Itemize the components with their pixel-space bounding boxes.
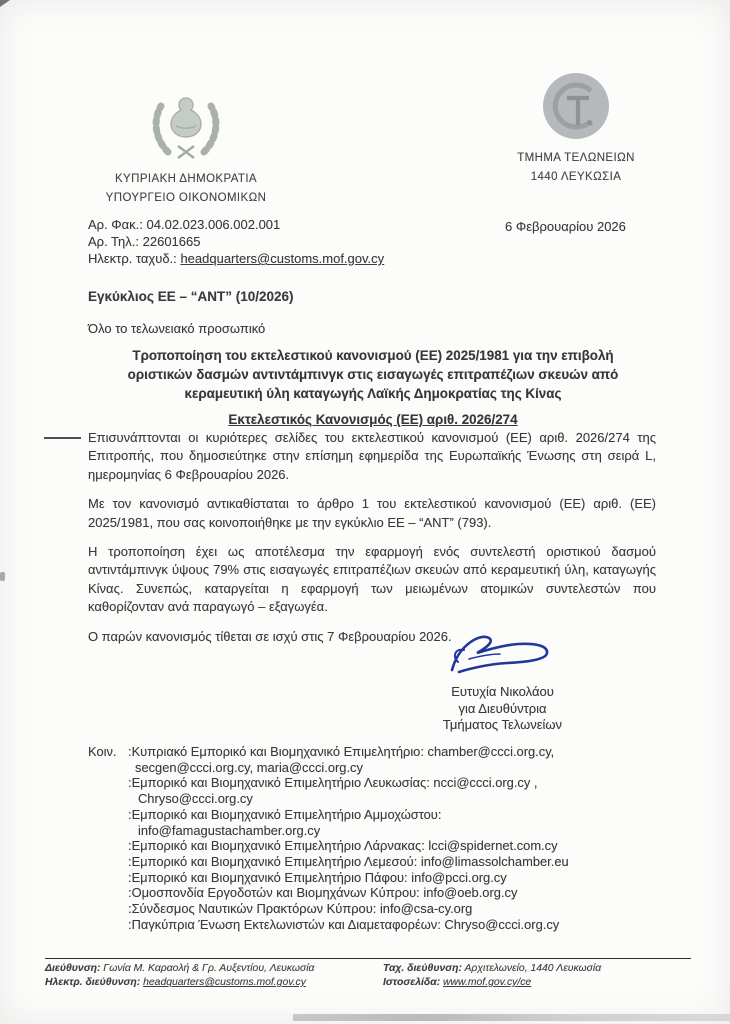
scan-corner-artifact <box>0 0 10 7</box>
footer-email-link[interactable]: headquarters@customs.mof.gov.cy <box>143 977 306 988</box>
cc-label: Κοιν. <box>88 744 117 759</box>
addressee: Όλο το τελωνειακό προσωπικό <box>88 321 266 336</box>
footer-postal-label: Ταχ. διεύθυνση: <box>383 963 462 974</box>
customs-logo-icon <box>542 72 610 140</box>
letter-paragraph: Η τροποποίηση έχει ως αποτέλεσμα την εφαρμογή ενός συντελεστή οριστικού δασμού αντιντάμπινγκ ύψους 79% στις εισαγωγές επιτραπέζιων σκευών από κεραμευτική ύλη, καταγωγής Κίνας. Συνεπώς, καταργείται η εφαρμογή των μειωμένων ατομικών συντελεστών που καθορίζονταν ανά παραγωγό – εξαγωγέα. <box>88 544 656 615</box>
footer-postal-line <box>383 962 691 976</box>
letter-footer <box>45 958 691 990</box>
coat-of-arms-icon <box>138 82 234 166</box>
email-label: Ηλεκτρ. ταχυδ.: <box>88 251 177 266</box>
phone-label: Αρ. Τηλ.: <box>88 234 139 249</box>
subject-block <box>99 346 647 429</box>
margin-dash <box>44 437 81 439</box>
ministry-title: ΥΠΟΥΡΓΕΙΟ ΟΙΚΟΝΟΜΙΚΩΝ <box>105 192 267 204</box>
cc-block <box>88 744 688 932</box>
cc-lines <box>128 744 688 932</box>
signatory-department: Τμήματος Τελωνείων <box>442 717 563 732</box>
department-title: ΤΜΗΜΑ ΤΕΛΩΝΕΙΩΝ <box>517 152 635 164</box>
department-city: 1440 ΛΕΥΚΩΣΙΑ <box>530 171 622 183</box>
signatory-name: Ευτυχία Νικολάου <box>451 684 554 699</box>
signatory-capacity: για Διευθύντρια <box>458 700 547 716</box>
letter-body <box>88 429 656 657</box>
cc-line: :Εμπορικό και Βιομηχανικό Επιμελητήριο Λεμεσού: info@limassolchamber.eu <box>128 853 569 869</box>
footer-address-label: Διεύθυνση: <box>45 963 101 974</box>
cc-line: :Παγκύπρια Ένωση Εκτελωνιστών και Διαμεταφορέων: Chryso@ccci.org.cy <box>128 916 560 932</box>
cc-line: :Σύνδεσμος Ναυτικών Πρακτόρων Κύπρου: info@csa-cy.org <box>128 901 473 917</box>
header-department <box>478 72 674 183</box>
scan-bottom-artifact-bar <box>293 1014 730 1021</box>
footer-email-label: Ηλεκτρ. διεύθυνση: <box>45 977 141 988</box>
letter-paragraph: Με τον κανονισμό αντικαθίσταται το άρθρο 1 του εκτελεστικού κανονισμού (ΕΕ) αριθ. (ΕΕ) 2025/1981, που σας κοινοποιήθηκε με την εγκύκλιο ΕΕ – “ΑΝΤ” (793). <box>88 496 656 530</box>
footer-right-column <box>383 962 691 990</box>
footer-website-label: Ιστοσελίδα: <box>383 977 441 988</box>
file-number-label: Αρ. Φακ.: <box>88 217 143 232</box>
subject-title: Τροποποίηση του εκτελεστικού κανονισμού (ΕΕ) 2025/1981 για την επιβολή οριστικών δασμών αντιντάμπινγκ στις εισαγωγές επιτραπέζιων σκευών από κεραμευτική ύλη καταγωγής Λαϊκής Δημοκρατίας της Κίνας <box>127 348 619 401</box>
footer-website-link[interactable]: www.mof.gov.cy/ce <box>443 977 532 988</box>
footer-left-column <box>45 962 383 990</box>
footer-postal-value: Αρχιτελωνείο, 1440 Λευκωσία <box>464 963 602 974</box>
letter-paragraph: Επισυνάπτονται οι κυριότερες σελίδες του εκτελεστικού κανονισμού (ΕΕ) αριθ. 2026/274 της Επιτροπής, που δημοσιεύτηκε στην επίσημη εφημερίδα της Ευρωπαϊκής Ένωσης στη σειρά L, ημερομηνίας 6 Φεβρουαρίου 2026. <box>88 430 656 482</box>
cc-line: secgen@ccci.org.cy, maria@ccci.org.cy <box>135 759 363 775</box>
signature-image <box>438 629 560 681</box>
circular-number: Εγκύκλιος ΕΕ – “ΑΝΤ” (10/2026) <box>88 289 294 304</box>
republic-title: ΚΥΠΡΙΑΚΗ ΔΗΜΟΚΡΑΤΙΑ <box>114 173 258 185</box>
file-number-line <box>88 216 384 233</box>
footer-website-line <box>383 976 691 990</box>
footer-address-line <box>45 962 383 976</box>
file-number-value: 04.02.023.006.002.001 <box>146 217 281 232</box>
regulation-reference: Εκτελεστικός Κανονισμός (ΕΕ) αριθ. 2026/274 <box>228 412 518 427</box>
footer-address-value: Γωνία Μ. Καραολή & Γρ. Αυξεντίου, Λευκωσία <box>103 963 315 974</box>
phone-value: 22601665 <box>142 234 201 249</box>
cc-line: :Εμπορικό και Βιομηχανικό Επιμελητήριο Πάφου: info@pcci.org.cy <box>128 869 507 885</box>
cc-line: info@famagustachamber.org.cy <box>138 822 321 838</box>
footer-email-line <box>45 976 383 990</box>
cc-line: :Εμπορικό και Βιομηχανικό Επιμελητήριο Αμμοχώστου: <box>128 806 442 822</box>
letter-paragraph: Ο παρών κανονισμός τίθεται σε ισχύ στις 7 Φεβρουαρίου 2026. <box>88 628 452 644</box>
cc-line: Chryso@ccci.org.cy <box>138 791 253 807</box>
cc-line: :Κυπριακό Εμπορικό και Βιομηχανικό Επιμελητήριο: chamber@ccci.org.cy, <box>128 744 555 759</box>
reference-block <box>88 216 384 267</box>
cc-line: :Εμπορικό και Βιομηχανικό Επιμελητήριο Λάρνακας: lcci@spidernet.com.cy <box>128 838 558 854</box>
scan-edge-artifact <box>0 572 5 581</box>
cc-line: :Εμπορικό και Βιομηχανικό Επιμελητήριο Λευκωσίας: ncci@ccci.org.cy , <box>128 775 538 791</box>
email-line <box>88 250 384 267</box>
signatory-block <box>405 684 600 734</box>
cc-line: :Ομοσπονδία Εργοδοτών και Βιομηχάνων Κύπρου: info@oeb.org.cy <box>128 885 518 901</box>
email-link[interactable]: headquarters@customs.mof.gov.cy <box>180 251 385 266</box>
letter-date: 6 Φεβρουαρίου 2026 <box>505 219 626 234</box>
header-republic <box>70 82 302 204</box>
phone-line <box>88 233 384 250</box>
